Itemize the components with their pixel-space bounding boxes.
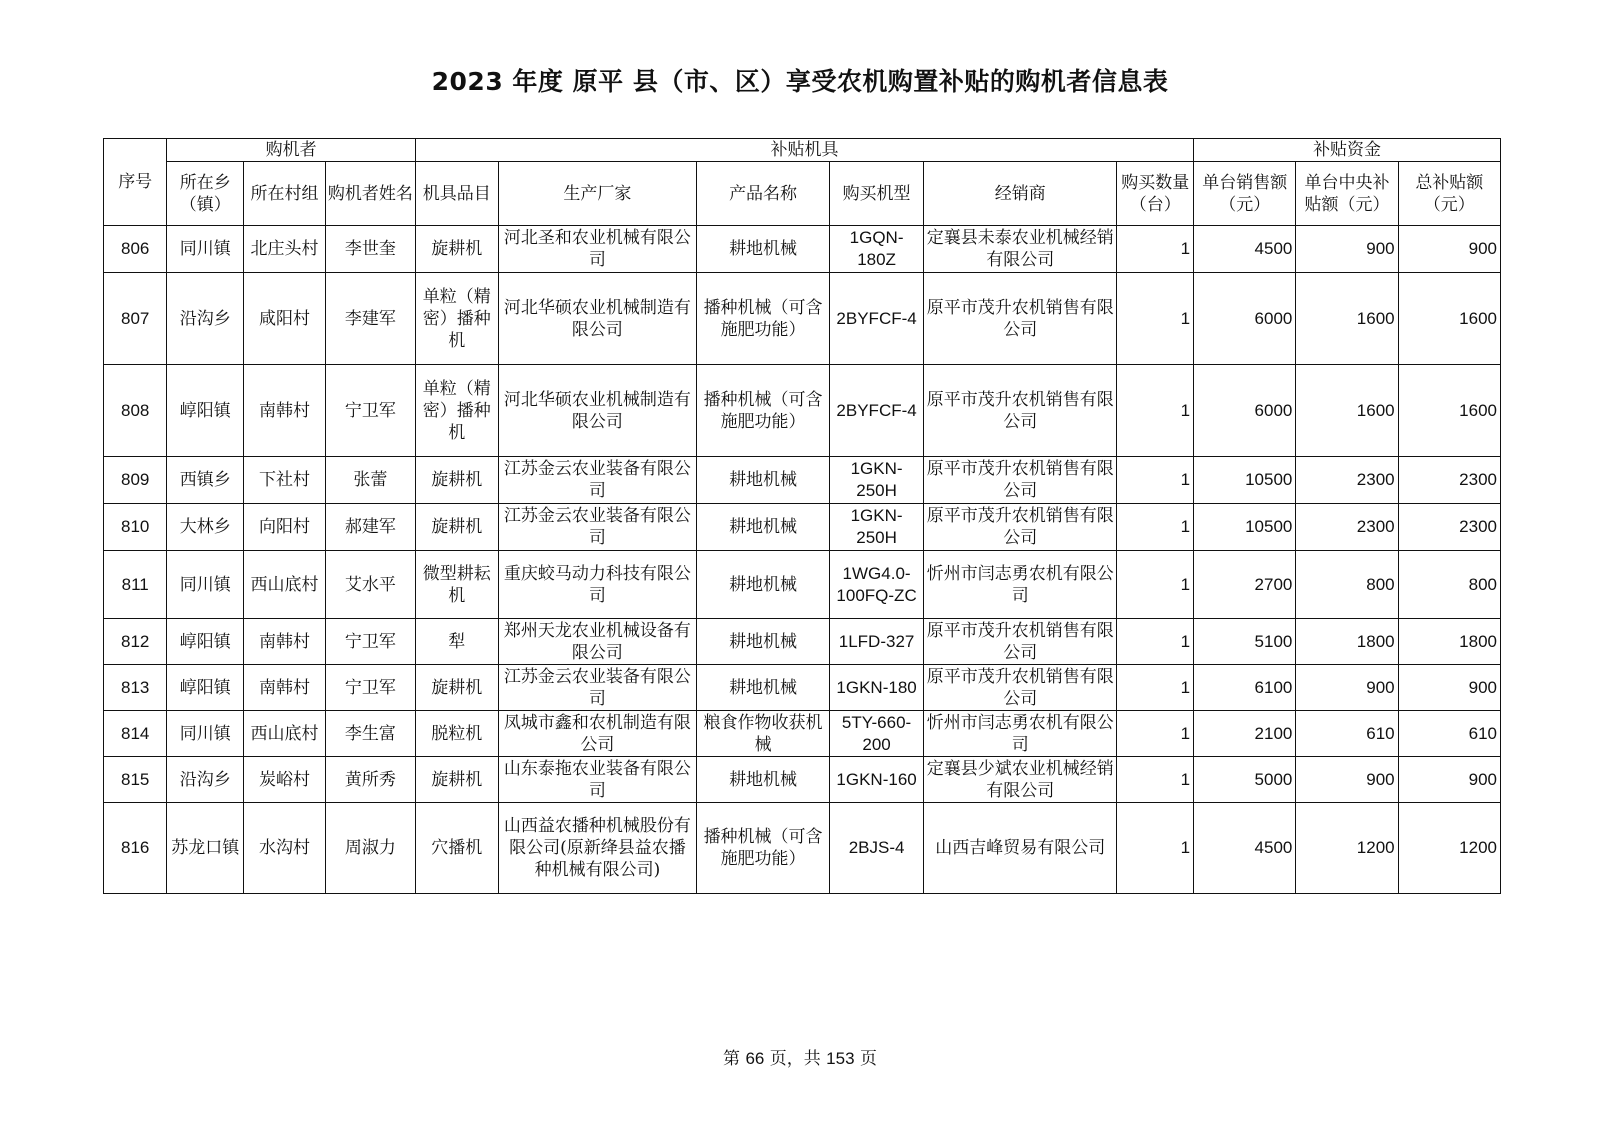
header-quantity: 购买数量（台） bbox=[1117, 162, 1194, 226]
cell-seq: 807 bbox=[104, 273, 167, 365]
cell-buyer-name: 艾水平 bbox=[325, 551, 415, 619]
cell-dealer: 山西吉峰贸易有限公司 bbox=[924, 803, 1117, 894]
header-town: 所在乡（镇） bbox=[167, 162, 244, 226]
cell-unit-subsidy: 1600 bbox=[1296, 273, 1398, 365]
cell-seq: 813 bbox=[104, 665, 167, 711]
cell-product: 播种机械（可含施肥功能） bbox=[697, 803, 830, 894]
cell-product: 播种机械（可含施肥功能） bbox=[697, 273, 830, 365]
cell-total-subsidy: 800 bbox=[1398, 551, 1500, 619]
cell-dealer: 定襄县少斌农业机械经销有限公司 bbox=[924, 757, 1117, 803]
cell-unit-subsidy: 2300 bbox=[1296, 504, 1398, 551]
cell-village: 南韩村 bbox=[244, 665, 326, 711]
cell-unit-subsidy: 1600 bbox=[1296, 365, 1398, 457]
cell-town: 同川镇 bbox=[167, 551, 244, 619]
cell-seq: 808 bbox=[104, 365, 167, 457]
cell-town: 沿沟乡 bbox=[167, 273, 244, 365]
cell-dealer: 原平市茂升农机销售有限公司 bbox=[924, 504, 1117, 551]
cell-manufacturer: 江苏金云农业装备有限公司 bbox=[498, 457, 696, 504]
cell-model: 1GQN-180Z bbox=[830, 226, 924, 273]
table-row bbox=[104, 757, 1501, 803]
footer-suffix: 页 bbox=[854, 1049, 877, 1069]
cell-product: 耕地机械 bbox=[697, 757, 830, 803]
cell-product: 耕地机械 bbox=[697, 619, 830, 665]
page-footer bbox=[0, 1044, 1600, 1069]
total-pages: 153 bbox=[826, 1049, 855, 1068]
header-manufacturer: 生产厂家 bbox=[498, 162, 696, 226]
cell-unit-price: 6000 bbox=[1194, 273, 1296, 365]
cell-unit-subsidy: 900 bbox=[1296, 757, 1398, 803]
cell-buyer-name: 宁卫军 bbox=[325, 665, 415, 711]
cell-village: 西山底村 bbox=[244, 711, 326, 757]
cell-village: 炭峪村 bbox=[244, 757, 326, 803]
header-seq: 序号 bbox=[104, 139, 167, 226]
cell-total-subsidy: 900 bbox=[1398, 665, 1500, 711]
cell-quantity: 1 bbox=[1117, 365, 1194, 457]
cell-category: 旋耕机 bbox=[415, 457, 498, 504]
cell-product: 耕地机械 bbox=[697, 504, 830, 551]
cell-town: 西镇乡 bbox=[167, 457, 244, 504]
cell-category: 旋耕机 bbox=[415, 757, 498, 803]
table-row bbox=[104, 665, 1501, 711]
table-row bbox=[104, 551, 1501, 619]
cell-category: 旋耕机 bbox=[415, 665, 498, 711]
cell-quantity: 1 bbox=[1117, 504, 1194, 551]
cell-quantity: 1 bbox=[1117, 803, 1194, 894]
cell-total-subsidy: 2300 bbox=[1398, 457, 1500, 504]
cell-total-subsidy: 900 bbox=[1398, 757, 1500, 803]
table-row bbox=[104, 619, 1501, 665]
cell-unit-price: 6100 bbox=[1194, 665, 1296, 711]
cell-category: 微型耕耘机 bbox=[415, 551, 498, 619]
cell-seq: 814 bbox=[104, 711, 167, 757]
cell-quantity: 1 bbox=[1117, 757, 1194, 803]
cell-unit-price: 2100 bbox=[1194, 711, 1296, 757]
cell-model: 2BYFCF-4 bbox=[830, 365, 924, 457]
cell-quantity: 1 bbox=[1117, 665, 1194, 711]
cell-unit-subsidy: 2300 bbox=[1296, 457, 1398, 504]
header-buyer-group: 购机者 bbox=[167, 139, 416, 162]
cell-unit-price: 10500 bbox=[1194, 457, 1296, 504]
cell-model: 1GKN-250H bbox=[830, 457, 924, 504]
cell-model: 1LFD-327 bbox=[830, 619, 924, 665]
header-fund-group: 补贴资金 bbox=[1194, 139, 1501, 162]
cell-unit-subsidy: 900 bbox=[1296, 226, 1398, 273]
cell-village: 北庄头村 bbox=[244, 226, 326, 273]
cell-product: 耕地机械 bbox=[697, 551, 830, 619]
cell-town: 苏龙口镇 bbox=[167, 803, 244, 894]
table-row bbox=[104, 273, 1501, 365]
current-page: 66 bbox=[745, 1049, 765, 1068]
cell-manufacturer: 江苏金云农业装备有限公司 bbox=[498, 504, 696, 551]
cell-village: 南韩村 bbox=[244, 619, 326, 665]
cell-model: 1GKN-180 bbox=[830, 665, 924, 711]
cell-manufacturer: 郑州天龙农业机械设备有限公司 bbox=[498, 619, 696, 665]
header-model: 购买机型 bbox=[830, 162, 924, 226]
cell-unit-price: 10500 bbox=[1194, 504, 1296, 551]
cell-manufacturer: 河北华硕农业机械制造有限公司 bbox=[498, 365, 696, 457]
cell-unit-price: 5000 bbox=[1194, 757, 1296, 803]
cell-total-subsidy: 1600 bbox=[1398, 365, 1500, 457]
cell-category: 单粒（精密）播种机 bbox=[415, 273, 498, 365]
cell-village: 下社村 bbox=[244, 457, 326, 504]
cell-category: 犁 bbox=[415, 619, 498, 665]
cell-manufacturer: 重庆蛟马动力科技有限公司 bbox=[498, 551, 696, 619]
header-product: 产品名称 bbox=[697, 162, 830, 226]
cell-seq: 809 bbox=[104, 457, 167, 504]
cell-dealer: 原平市茂升农机销售有限公司 bbox=[924, 665, 1117, 711]
cell-manufacturer: 河北圣和农业机械有限公司 bbox=[498, 226, 696, 273]
cell-buyer-name: 张蕾 bbox=[325, 457, 415, 504]
cell-seq: 811 bbox=[104, 551, 167, 619]
cell-unit-price: 4500 bbox=[1194, 226, 1296, 273]
cell-seq: 816 bbox=[104, 803, 167, 894]
cell-seq: 815 bbox=[104, 757, 167, 803]
cell-dealer: 定襄县未泰农业机械经销有限公司 bbox=[924, 226, 1117, 273]
cell-unit-subsidy: 1800 bbox=[1296, 619, 1398, 665]
cell-town: 沿沟乡 bbox=[167, 757, 244, 803]
header-category: 机具品目 bbox=[415, 162, 498, 226]
cell-total-subsidy: 900 bbox=[1398, 226, 1500, 273]
cell-seq: 806 bbox=[104, 226, 167, 273]
cell-village: 南韩村 bbox=[244, 365, 326, 457]
cell-total-subsidy: 1200 bbox=[1398, 803, 1500, 894]
cell-dealer: 忻州市闫志勇农机有限公司 bbox=[924, 711, 1117, 757]
cell-town: 崞阳镇 bbox=[167, 365, 244, 457]
cell-unit-price: 2700 bbox=[1194, 551, 1296, 619]
cell-unit-price: 4500 bbox=[1194, 803, 1296, 894]
cell-total-subsidy: 1600 bbox=[1398, 273, 1500, 365]
cell-total-subsidy: 610 bbox=[1398, 711, 1500, 757]
cell-village: 咸阳村 bbox=[244, 273, 326, 365]
cell-dealer: 原平市茂升农机销售有限公司 bbox=[924, 457, 1117, 504]
cell-buyer-name: 李建军 bbox=[325, 273, 415, 365]
cell-quantity: 1 bbox=[1117, 711, 1194, 757]
header-machine-group: 补贴机具 bbox=[415, 139, 1193, 162]
cell-model: 1GKN-250H bbox=[830, 504, 924, 551]
table-row bbox=[104, 711, 1501, 757]
cell-town: 大林乡 bbox=[167, 504, 244, 551]
cell-total-subsidy: 1800 bbox=[1398, 619, 1500, 665]
cell-buyer-name: 李生富 bbox=[325, 711, 415, 757]
table-row bbox=[104, 504, 1501, 551]
cell-product: 耕地机械 bbox=[697, 457, 830, 504]
cell-manufacturer: 河北华硕农业机械制造有限公司 bbox=[498, 273, 696, 365]
header-dealer: 经销商 bbox=[924, 162, 1117, 226]
cell-buyer-name: 宁卫军 bbox=[325, 619, 415, 665]
cell-quantity: 1 bbox=[1117, 551, 1194, 619]
cell-product: 粮食作物收获机械 bbox=[697, 711, 830, 757]
cell-dealer: 原平市茂升农机销售有限公司 bbox=[924, 365, 1117, 457]
footer-prefix: 第 bbox=[723, 1049, 746, 1069]
cell-model: 2BYFCF-4 bbox=[830, 273, 924, 365]
cell-buyer-name: 李世奎 bbox=[325, 226, 415, 273]
cell-buyer-name: 宁卫军 bbox=[325, 365, 415, 457]
cell-quantity: 1 bbox=[1117, 226, 1194, 273]
cell-dealer: 原平市茂升农机销售有限公司 bbox=[924, 619, 1117, 665]
cell-unit-subsidy: 1200 bbox=[1296, 803, 1398, 894]
header-unit-price: 单台销售额（元） bbox=[1194, 162, 1296, 226]
cell-village: 西山底村 bbox=[244, 551, 326, 619]
cell-seq: 812 bbox=[104, 619, 167, 665]
header-village: 所在村组 bbox=[244, 162, 326, 226]
cell-total-subsidy: 2300 bbox=[1398, 504, 1500, 551]
cell-category: 穴播机 bbox=[415, 803, 498, 894]
table-row bbox=[104, 226, 1501, 273]
cell-village: 水沟村 bbox=[244, 803, 326, 894]
cell-town: 崞阳镇 bbox=[167, 619, 244, 665]
cell-category: 旋耕机 bbox=[415, 504, 498, 551]
cell-category: 旋耕机 bbox=[415, 226, 498, 273]
cell-product: 耕地机械 bbox=[697, 226, 830, 273]
cell-unit-price: 6000 bbox=[1194, 365, 1296, 457]
cell-buyer-name: 郝建军 bbox=[325, 504, 415, 551]
cell-model: 2BJS-4 bbox=[830, 803, 924, 894]
footer-middle: 页，共 bbox=[764, 1049, 827, 1069]
page-title: 2023 年度 原平 县（市、区）享受农机购置补贴的购机者信息表 bbox=[431, 67, 1169, 96]
cell-village: 向阳村 bbox=[244, 504, 326, 551]
cell-model: 5TY-660-200 bbox=[830, 711, 924, 757]
cell-unit-subsidy: 900 bbox=[1296, 665, 1398, 711]
cell-model: 1WG4.0-100FQ-ZC bbox=[830, 551, 924, 619]
cell-manufacturer: 山西益农播种机械股份有限公司(原新绛县益农播种机械有限公司) bbox=[498, 803, 696, 894]
cell-manufacturer: 凤城市鑫和农机制造有限公司 bbox=[498, 711, 696, 757]
cell-unit-subsidy: 800 bbox=[1296, 551, 1398, 619]
table-row bbox=[104, 457, 1501, 504]
cell-product: 耕地机械 bbox=[697, 665, 830, 711]
cell-category: 单粒（精密）播种机 bbox=[415, 365, 498, 457]
cell-seq: 810 bbox=[104, 504, 167, 551]
cell-quantity: 1 bbox=[1117, 457, 1194, 504]
cell-manufacturer: 江苏金云农业装备有限公司 bbox=[498, 665, 696, 711]
cell-category: 脱粒机 bbox=[415, 711, 498, 757]
cell-quantity: 1 bbox=[1117, 619, 1194, 665]
header-buyer-name: 购机者姓名 bbox=[325, 162, 415, 226]
cell-dealer: 忻州市闫志勇农机有限公司 bbox=[924, 551, 1117, 619]
table-row bbox=[104, 803, 1501, 894]
header-unit-subsidy: 单台中央补贴额（元） bbox=[1296, 162, 1398, 226]
cell-town: 同川镇 bbox=[167, 226, 244, 273]
cell-town: 同川镇 bbox=[167, 711, 244, 757]
table-row bbox=[104, 365, 1501, 457]
subsidy-table bbox=[103, 138, 1501, 894]
cell-manufacturer: 山东泰拖农业装备有限公司 bbox=[498, 757, 696, 803]
cell-dealer: 原平市茂升农机销售有限公司 bbox=[924, 273, 1117, 365]
cell-unit-subsidy: 610 bbox=[1296, 711, 1398, 757]
cell-buyer-name: 周淑力 bbox=[325, 803, 415, 894]
cell-quantity: 1 bbox=[1117, 273, 1194, 365]
header-total-subsidy: 总补贴额（元） bbox=[1398, 162, 1500, 226]
cell-town: 崞阳镇 bbox=[167, 665, 244, 711]
cell-product: 播种机械（可含施肥功能） bbox=[697, 365, 830, 457]
cell-buyer-name: 黄所秀 bbox=[325, 757, 415, 803]
cell-model: 1GKN-160 bbox=[830, 757, 924, 803]
cell-unit-price: 5100 bbox=[1194, 619, 1296, 665]
